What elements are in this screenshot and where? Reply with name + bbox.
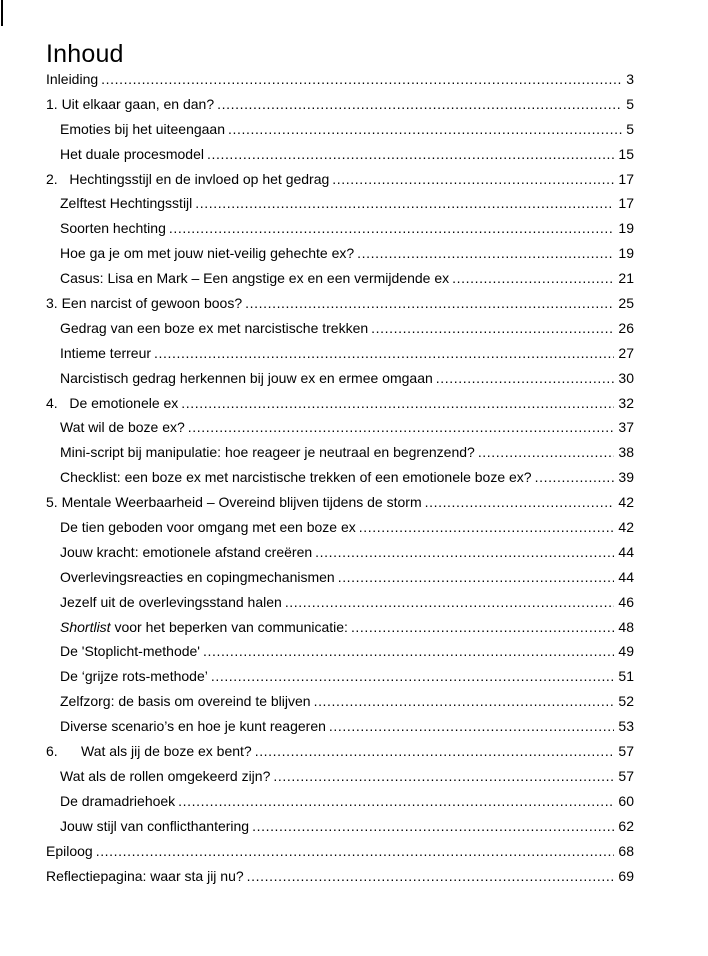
toc-entry-page: 53: [618, 718, 634, 735]
toc-entry-label: [60, 366, 433, 391]
dot-leader: [425, 490, 615, 515]
toc-entry[interactable]: [46, 440, 634, 465]
dot-leader: [195, 191, 614, 216]
toc-entry-page: 60: [618, 792, 634, 809]
toc-entry-label: [46, 92, 214, 117]
toc-label-part: Wat wil de boze ex?: [60, 419, 185, 436]
toc-entry-label: [60, 142, 204, 167]
toc-entry-page: 32: [618, 394, 634, 411]
toc-list: [46, 67, 634, 888]
dot-leader: [436, 366, 615, 391]
toc-entry[interactable]: [46, 465, 634, 490]
toc-entry-label: [60, 789, 175, 814]
toc-label-part: Inleiding: [46, 71, 99, 87]
dot-leader: [338, 565, 615, 590]
dot-leader: [535, 465, 615, 490]
dot-leader: [357, 241, 614, 266]
toc-entry[interactable]: [46, 814, 634, 839]
toc-entry-label: [46, 167, 329, 192]
toc-entry-page: 25: [618, 295, 634, 312]
toc-label-part: 3. Een narcist of gewoon boos?: [46, 295, 243, 312]
toc-label-part: voor het beperken van communicatie:: [110, 618, 348, 635]
toc-label-part: Mini-script bij manipulatie: hoe reageer je neutraal en begrenzend?: [60, 444, 475, 461]
toc-entry-page: 5: [626, 120, 634, 137]
toc-label-part: 2. Hechtingsstijl en de invloed op het gedrag: [46, 170, 330, 187]
toc-entry-page: 38: [618, 444, 634, 461]
dot-leader: [252, 814, 614, 839]
toc-label-part: Jezelf uit de overlevingsstand halen: [60, 593, 282, 610]
toc-label-part: Het duale procesmodel: [60, 145, 204, 162]
toc-entry-page: 49: [618, 643, 634, 660]
toc-label-part: Gedrag van een boze ex met narcistische trekken: [60, 319, 369, 336]
toc-entry-label: [46, 391, 178, 416]
toc-label-part: 1. Uit elkaar gaan, en dan?: [46, 95, 215, 112]
toc-entry[interactable]: [46, 266, 634, 291]
toc-entry-label: [60, 714, 326, 739]
dot-leader: [228, 117, 622, 142]
toc-entry-label: [60, 341, 151, 366]
dot-leader: [247, 864, 615, 889]
toc-entry[interactable]: [46, 216, 634, 241]
toc-entry[interactable]: [46, 92, 634, 117]
toc-entry-page: 5: [626, 95, 634, 112]
toc-entry-label: [60, 515, 356, 540]
toc-entry-label: [46, 291, 242, 316]
toc-entry[interactable]: [46, 639, 634, 664]
toc-entry-label: [46, 490, 422, 515]
toc-entry-page: 17: [618, 195, 634, 212]
toc-entry-label: [60, 764, 270, 789]
toc-entry-label: [60, 415, 185, 440]
dot-leader: [181, 391, 614, 416]
dot-leader: [332, 167, 614, 192]
toc-entry[interactable]: [46, 540, 634, 565]
dot-leader: [101, 67, 622, 92]
toc-entry-page: 48: [618, 618, 634, 635]
toc-entry[interactable]: [46, 391, 634, 416]
toc-entry-page: 69: [618, 867, 634, 884]
dot-leader: [314, 689, 615, 714]
dot-leader: [217, 92, 622, 117]
toc-entry[interactable]: [46, 714, 634, 739]
dot-leader: [315, 540, 614, 565]
toc-entry[interactable]: [46, 490, 634, 515]
toc-entry-page: 46: [618, 593, 634, 610]
toc-entry-page: 3: [626, 71, 634, 87]
toc-entry[interactable]: [46, 839, 634, 864]
toc-entry-label: [60, 814, 249, 839]
toc-entry[interactable]: [46, 316, 634, 341]
toc-label-part: Overlevingsreacties en copingmechanismen: [60, 568, 335, 585]
toc-entry-label: [60, 465, 532, 490]
toc-entry[interactable]: [46, 664, 634, 689]
dot-leader: [154, 341, 614, 366]
toc-label-part: De ‘grijze rots-methode’: [60, 668, 208, 685]
toc-entry[interactable]: [46, 689, 634, 714]
toc-entry-label: [60, 266, 449, 291]
toc-entry-page: 37: [618, 419, 634, 436]
toc-entry-page: 57: [618, 743, 634, 760]
toc-entry[interactable]: [46, 291, 634, 316]
dot-leader: [207, 142, 614, 167]
toc-entry[interactable]: [46, 789, 634, 814]
toc-label-italic-part: Shortlist: [60, 618, 111, 635]
toc-label-part: Hoe ga je om met jouw niet-veilig gehechte ex?: [60, 245, 355, 262]
toc-entry[interactable]: [46, 67, 634, 92]
toc-entry-label: [60, 316, 368, 341]
toc-label-part: Reflectiepagina: waar sta jij nu?: [46, 867, 244, 884]
toc-entry-page: 51: [618, 668, 634, 685]
toc-label-part: Casus: Lisa en Mark – Een angstige ex en een vermijdende ex: [60, 270, 450, 287]
toc-entry[interactable]: [46, 142, 634, 167]
toc-entry-page: 15: [618, 145, 634, 162]
dot-leader: [203, 639, 614, 664]
dot-leader: [351, 615, 614, 640]
toc-entry-page: 62: [618, 817, 634, 834]
toc-label-part: Jouw stijl van conflicthantering: [60, 817, 250, 834]
toc-entry-label: [60, 615, 348, 640]
toc-entry-label: [60, 540, 312, 565]
toc-entry-page: 21: [618, 270, 634, 287]
toc-entry[interactable]: [46, 341, 634, 366]
toc-entry-page: 42: [618, 519, 634, 536]
toc-entry[interactable]: [46, 415, 634, 440]
toc-label-part: 6. Wat als jij de boze ex bent?: [46, 743, 252, 760]
dot-leader: [329, 714, 615, 739]
toc-entry-page: 44: [618, 568, 634, 585]
toc-entry-page: 52: [618, 693, 634, 710]
dot-leader: [452, 266, 614, 291]
toc-label-part: Jouw kracht: emotionele afstand creëren: [60, 543, 313, 560]
toc-entry-page: 19: [618, 220, 634, 237]
toc-entry-label: [60, 440, 475, 465]
toc-label-part: Zelfzorg: de basis om overeind te blijven: [60, 693, 311, 710]
toc-entry[interactable]: [46, 764, 634, 789]
toc-entry[interactable]: [46, 565, 634, 590]
toc-entry[interactable]: [46, 590, 634, 615]
dot-leader: [255, 739, 615, 764]
toc-entry[interactable]: [46, 739, 634, 764]
toc-label-part: 5. Mentale Weerbaarheid – Overeind blijven tijdens de storm: [46, 494, 422, 511]
dot-leader: [96, 839, 615, 864]
toc-entry-label: [60, 565, 335, 590]
dot-leader: [188, 415, 615, 440]
toc-entry-label: [46, 739, 252, 764]
toc-entry-page: 42: [618, 494, 634, 511]
toc-label-part: Soorten hechting: [60, 220, 166, 237]
toc-entry-label: [60, 191, 192, 216]
toc-entry-page: 30: [618, 369, 634, 386]
toc-entry-label: [46, 67, 98, 92]
toc-entry[interactable]: [46, 615, 634, 640]
toc-label-part: 4. De emotionele ex: [46, 394, 179, 411]
toc-entry[interactable]: [46, 167, 634, 192]
toc-entry[interactable]: [46, 864, 634, 889]
toc-entry-label: [60, 216, 166, 241]
toc-entry-label: [60, 590, 282, 615]
toc-entry[interactable]: [46, 515, 634, 540]
dot-leader: [359, 515, 615, 540]
toc-label-part: De dramadriehoek: [60, 792, 176, 809]
toc-entry-page: 68: [618, 842, 634, 859]
toc-entry-label: [60, 241, 354, 266]
toc-label-part: Narcistisch gedrag herkennen bij jouw ex en ermee omgaan: [60, 369, 433, 386]
dot-leader: [178, 789, 614, 814]
toc-label-part: Diverse scenario’s en hoe je kunt reageren: [60, 718, 326, 735]
dot-leader: [285, 590, 615, 615]
dot-leader: [273, 764, 614, 789]
toc-entry-label: [60, 664, 208, 689]
toc-entry-label: [60, 639, 200, 664]
dot-leader: [478, 440, 615, 465]
toc-entry[interactable]: [46, 191, 634, 216]
toc-entry-page: 27: [618, 344, 634, 361]
dot-leader: [245, 291, 614, 316]
toc-entry-page: 19: [618, 245, 634, 262]
toc-label-part: Wat als de rollen omgekeerd zijn?: [60, 767, 271, 784]
toc-entry-page: 17: [618, 170, 634, 187]
dot-leader: [211, 664, 615, 689]
dot-leader: [371, 316, 614, 341]
toc-label-part: Emoties bij het uiteengaan: [60, 120, 225, 137]
toc-entry-label: [46, 839, 93, 864]
toc-label-part: Epiloog: [46, 842, 93, 859]
toc-entry-page: 39: [618, 469, 634, 486]
toc-entry-page: 57: [618, 767, 634, 784]
toc-entry-page: 26: [618, 319, 634, 336]
page-corner-mark: [1, 0, 3, 26]
toc-label-part: Zelftest Hechtingsstijl: [60, 195, 193, 212]
page-title: Inhoud: [46, 40, 124, 68]
toc-label-part: Intieme terreur: [60, 344, 152, 361]
toc-entry-label: [60, 689, 311, 714]
toc-entry[interactable]: [46, 117, 634, 142]
dot-leader: [169, 216, 615, 241]
toc-entry-page: 44: [618, 543, 634, 560]
toc-label-part: Checklist: een boze ex met narcistische trekken of een emotionele boze ex?: [60, 469, 532, 486]
toc-label-part: De tien geboden voor omgang met een boze ex: [60, 519, 356, 536]
toc-label-part: De 'Stoplicht-methode': [60, 643, 200, 660]
toc-entry-label: [46, 864, 244, 889]
toc-entry-label: [60, 117, 225, 142]
toc-entry[interactable]: [46, 366, 634, 391]
toc-entry[interactable]: [46, 241, 634, 266]
